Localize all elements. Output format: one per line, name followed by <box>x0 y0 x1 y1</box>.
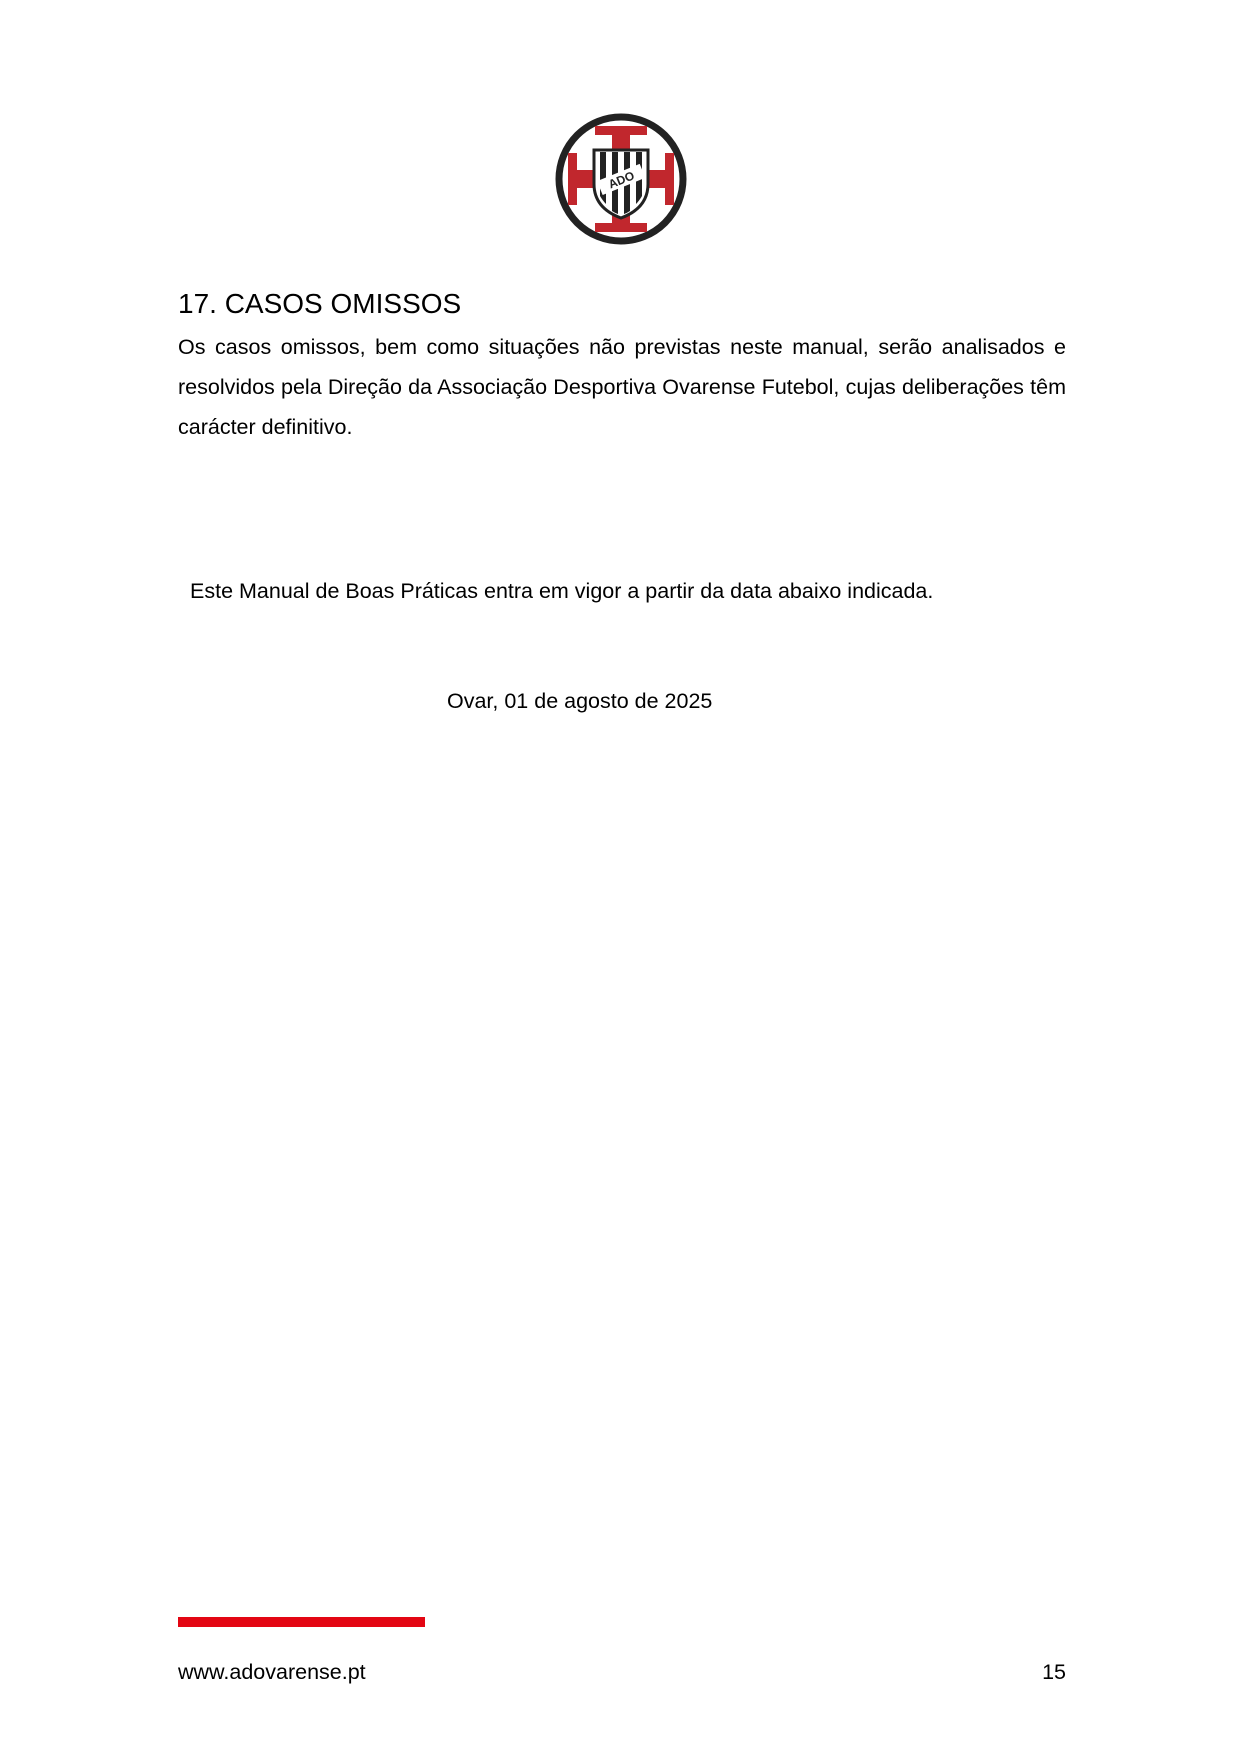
crest-initials: ADO <box>606 168 637 192</box>
club-crest-logo <box>554 112 688 246</box>
section-title: 17. CASOS OMISSOS <box>178 288 462 319</box>
section-paragraph: Os casos omissos, bem como situações não previstas neste manual, serão analisados e resolvidos pela Direção da Associação Desportiva Ovarense Futebol, cujas deliberações têm carácter definitivo. <box>178 335 1066 439</box>
validity-statement: Este Manual de Boas Práticas entra em vigor a partir da data abaixo indicada. <box>190 579 934 603</box>
footer-accent-bar <box>178 1617 425 1627</box>
footer-website-link[interactable]: www.adovarense.pt <box>178 1660 366 1684</box>
page-number: 15 <box>1042 1660 1066 1684</box>
place-and-date: Ovar, 01 de agosto de 2025 <box>447 689 713 713</box>
club-crest-icon <box>554 112 688 246</box>
